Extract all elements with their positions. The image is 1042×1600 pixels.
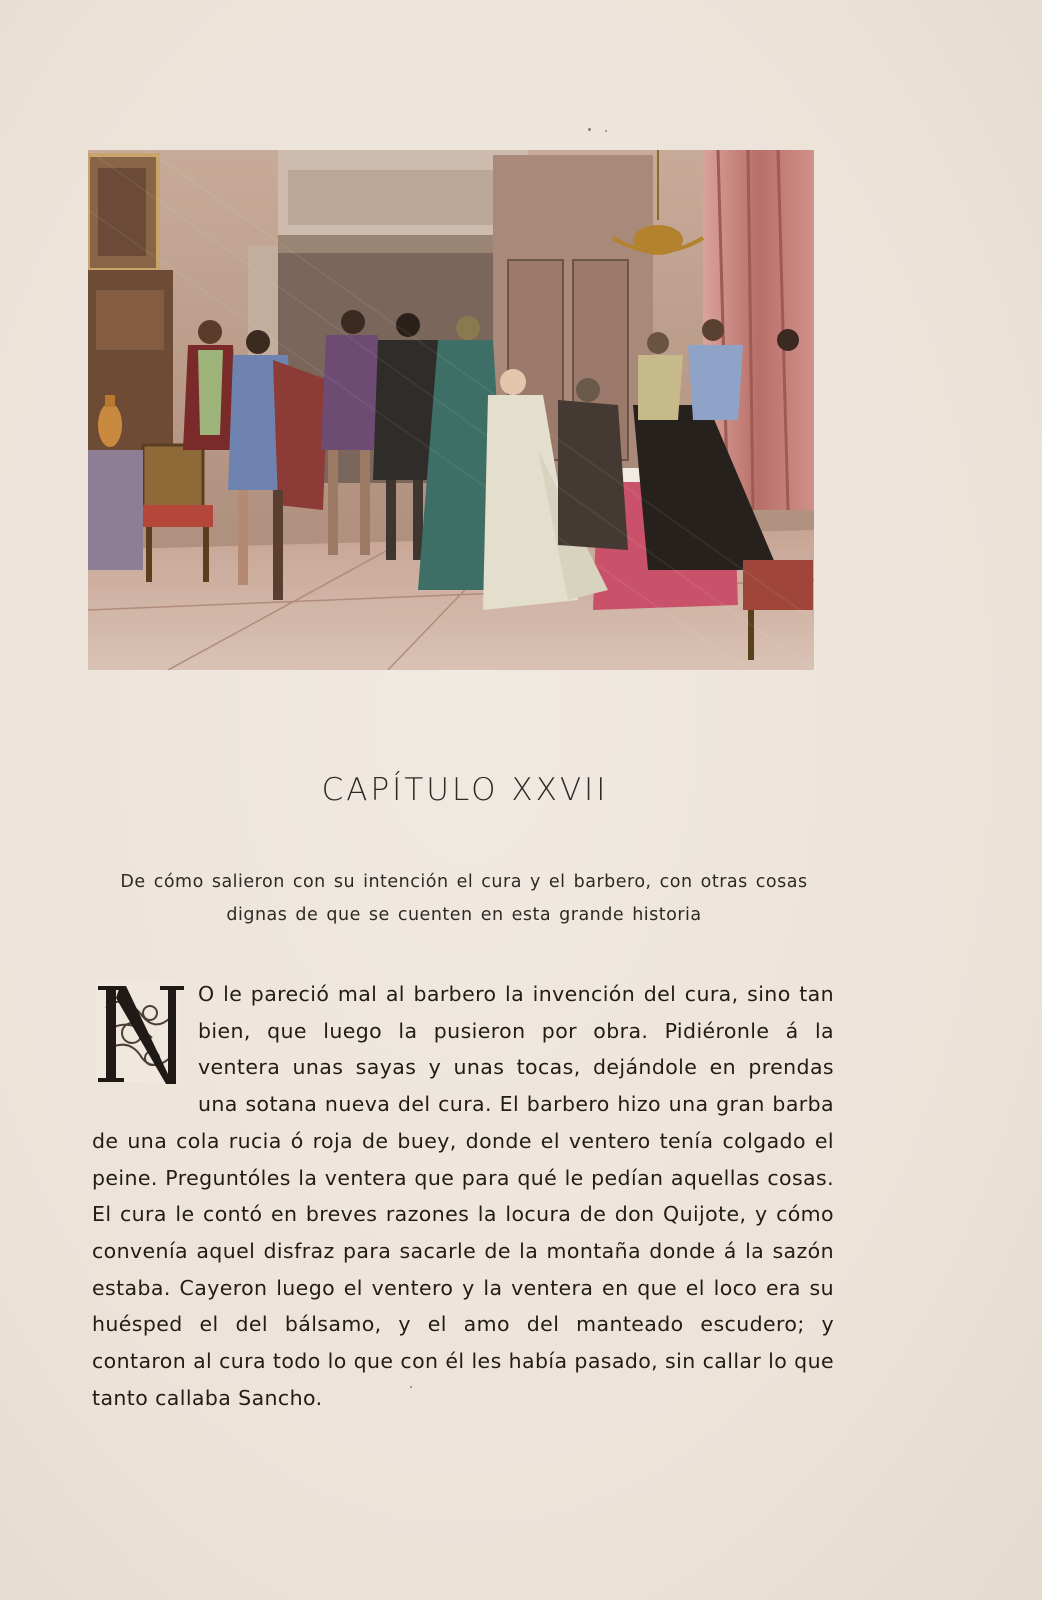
body-paragraph: O le pareció mal al barbero la invención del cura, sino tan bien, que luego la pusieron por obra. Pidiéronle á la ventera unas sayas y unas tocas, dejándole en prendas una sotana nueva del cura. El barbero hizo una gran barba de una cola rucia ó roja de buey, donde el ventero tenía colgado el peine. Preguntóles la ventera que para qué le pedían aquellas cosas. El cura le contó en breves razones la locura de don Quijote, y cómo convenía aquel disfraz para sacarle de la montaña donde á la sazón estaba. Cayeron luego el ventero y la ventera en que el loco era su huésped el del bálsamo, y el amo del manteado escudero; y contaron al cura todo lo que con él les había pasado, sin callar lo que tanto callaba Sancho. xyxy=(92,982,834,1410)
page-speck xyxy=(588,128,591,131)
chapter-subtitle: De cómo salieron con su intención el cura y el barbero, con otras cosas dignas de que se cuenten en esta grande historia xyxy=(120,872,808,925)
chapter-body xyxy=(92,976,834,1416)
chapter-illustration xyxy=(88,150,814,670)
page-speck xyxy=(410,1386,412,1388)
engraving-scene-icon xyxy=(88,150,814,670)
page-speck xyxy=(605,130,607,132)
ornate-letter-n-icon xyxy=(92,978,188,1088)
chapter-title: CAPÍTULO XXVII xyxy=(321,772,609,808)
